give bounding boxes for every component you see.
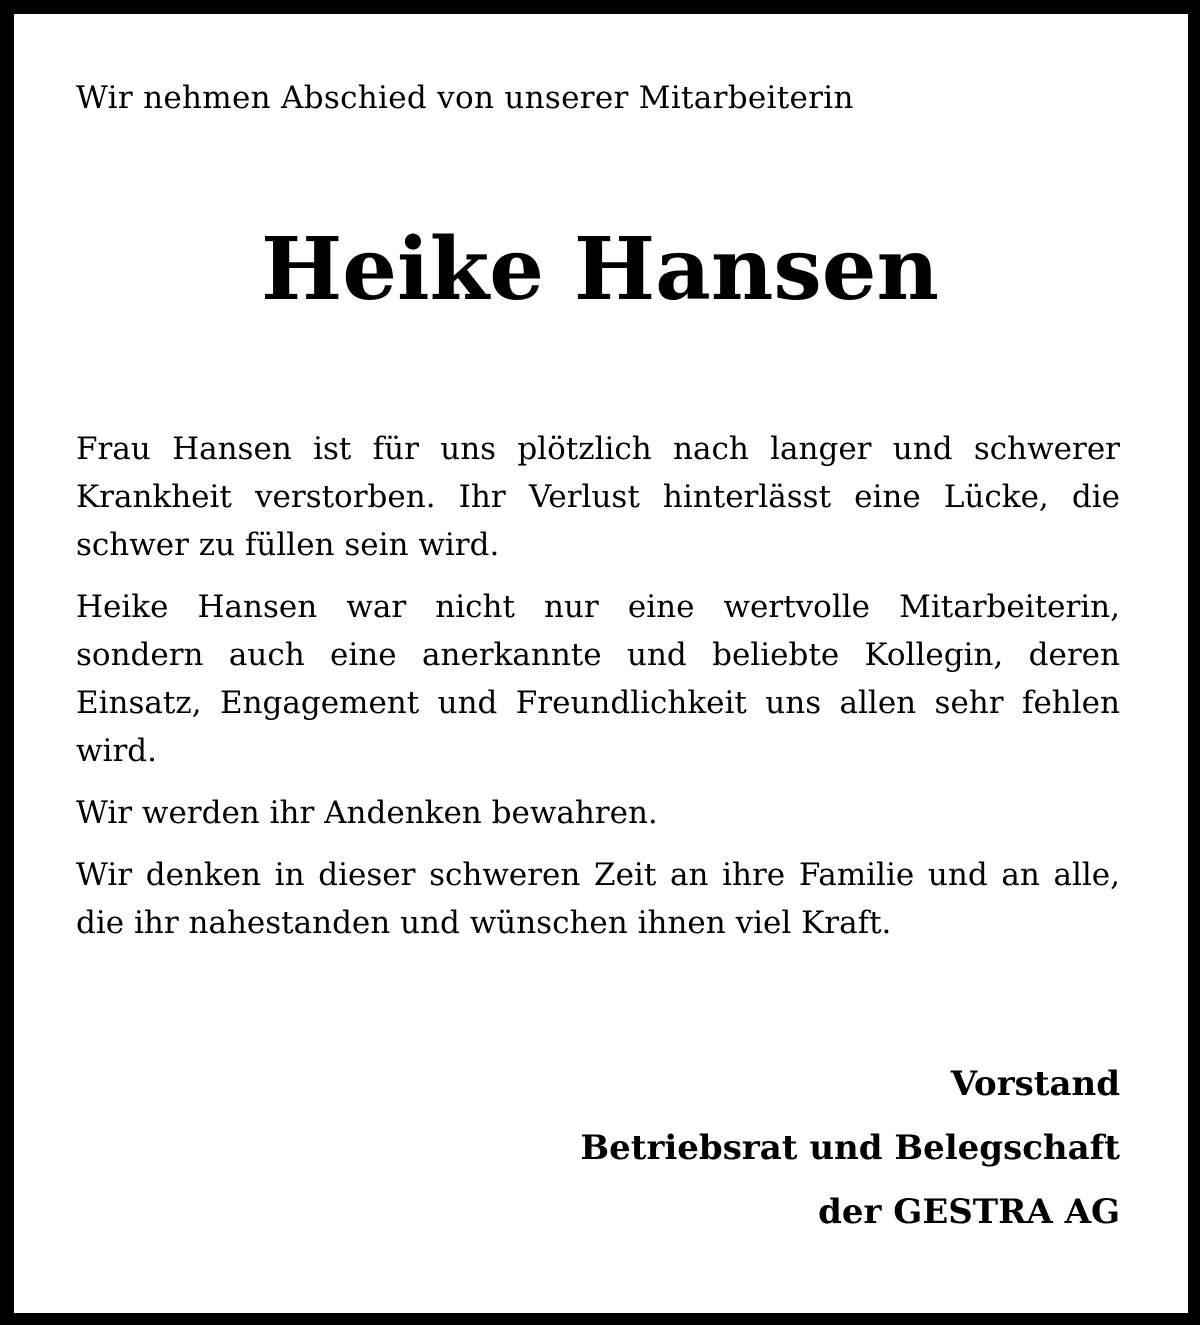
signature-line: der GESTRA AG (818, 1192, 1120, 1232)
paragraph: Wir denken in dieser schweren Zeit an ihre Familie und an alle, die ihr nahestanden und wünschen ihnen viel Kraft. (76, 857, 1120, 941)
signature-line: Vorstand (950, 1064, 1120, 1104)
notice-body (76, 425, 1120, 961)
signature-block (580, 1052, 1120, 1244)
deceased-name: Heike Hansen (260, 219, 940, 320)
paragraph: Wir werden ihr Andenken bewahren. (76, 795, 658, 831)
paragraph: Frau Hansen ist für uns plötzlich nach langer und schwerer Krankheit verstorben. Ihr Verlust hinterlässt eine Lücke, die schwer zu füllen sein wird. (76, 431, 1120, 563)
intro-line: Wir nehmen Abschied von unserer Mitarbeiterin (76, 80, 854, 116)
signature-line: Betriebsrat und Belegschaft (580, 1128, 1120, 1168)
paragraph: Heike Hansen war nicht nur eine wertvolle Mitarbeiterin, sondern auch eine anerkannte und beliebte Kollegin, deren Einsatz, Engagement und Freundlichkeit uns allen sehr fehlen wird. (76, 589, 1120, 769)
